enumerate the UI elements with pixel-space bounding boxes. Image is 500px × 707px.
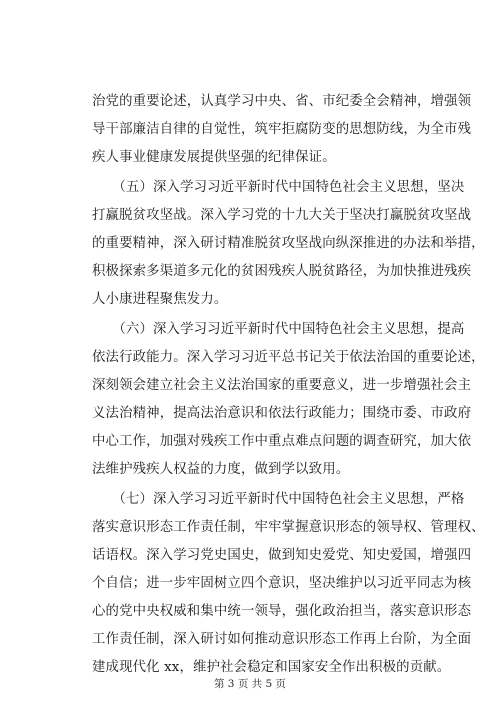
text-line: 治党的重要论述，认真学习中央、省、市纪委全会精神，增强领: [92, 94, 472, 109]
text-line: 导干部廉洁自律的自觉性，筑牢拒腐防变的思想防线，为全市残: [92, 122, 472, 137]
text-line: 的重要精神，深入研讨精准脱贫攻坚战向纵深推进的办法和举措，: [92, 236, 485, 251]
paragraph-section-6: [92, 316, 485, 484]
text-line: 义法治精神，提高法治意识和依法行政能力；围绕市委、市政府: [92, 406, 472, 421]
text-line: 落实意识形态工作责任制，牢牢掌握意识形态的领导权、管理权、: [92, 520, 485, 535]
text-line: 法维护残疾人权益的力度，做到学以致用。: [92, 462, 350, 477]
text-line: 深刻领会建立社会主义法治国家的重要意义，进一步增强社会主: [92, 378, 472, 393]
text-line: 话语权。深入学习党史国史，做到知史爱党、知史爱国，增强四: [92, 548, 472, 563]
text-line: 积极探索多渠道多元化的贫困残疾人脱贫路径，为加快推进残疾: [92, 264, 472, 279]
document-body: [92, 88, 485, 682]
paragraph-section-7: [92, 486, 485, 682]
text-line: 打赢脱贫攻坚战。深入学习党的十九大关于坚决打赢脱贫攻坚战: [92, 208, 472, 223]
text-line: 心的党中央权威和集中统一领导，强化政治担当，落实意识形态: [92, 604, 472, 619]
text-line: 疾人事业健康发展提供坚强的纪律保证。: [92, 150, 336, 165]
text-line: 中心工作，加强对残疾工作中重点难点问题的调查研究，加大依: [92, 434, 472, 449]
paragraph-intro: [92, 88, 472, 172]
text-line: （七）深入学习习近平新时代中国特色社会主义思想，严格: [92, 492, 465, 507]
text-line: 工作责任制，深入研讨如何推动意识形态工作再上台阶，为全面: [92, 632, 472, 647]
paragraph-section-5: [92, 174, 485, 314]
text-line: （五）深入学习习近平新时代中国特色社会主义思想，坚决: [92, 180, 465, 195]
page-footer: 第 3 页 共 5 页: [213, 678, 287, 690]
text-line: 建成现代化 xx，维护社会稳定和国家安全作出积极的贡献。: [92, 660, 451, 675]
text-line: 依法行政能力。深入学习习近平总书记关于依法治国的重要论述，: [92, 350, 485, 365]
text-line: 人小康进程聚焦发力。: [92, 292, 228, 307]
text-line: （六）深入学习习近平新时代中国特色社会主义思想，提高: [92, 322, 465, 337]
text-line: 个自信；进一步牢固树立四个意识，坚决维护以习近平同志为核: [92, 576, 472, 591]
